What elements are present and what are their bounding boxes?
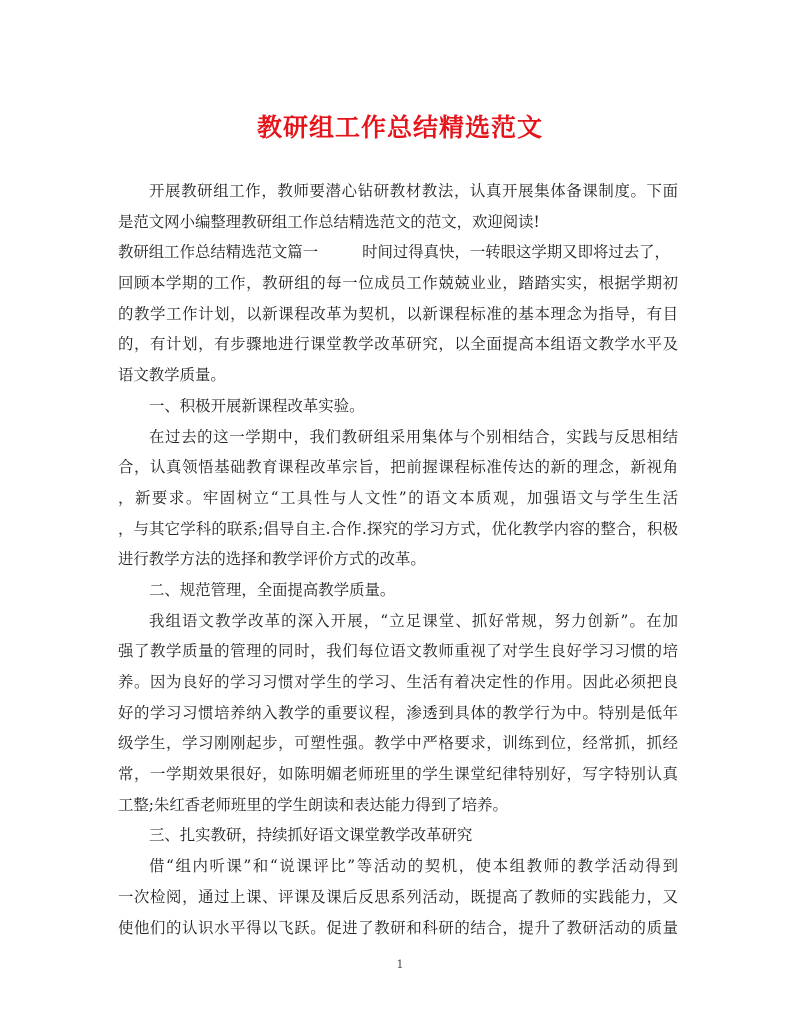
text-line: 开展教研组工作，教师要潜心钻研教材教法，认真开展集体备课制度。下面 [149,182,678,200]
document-title: 教研组工作总结精选范文 [256,113,543,142]
text-line: 工整;朱红香老师班里的学生朗读和表达能力得到了培养。 [118,795,508,814]
text-line: 好的学习习惯培养纳入教学的重要议程，渗透到具体的教学行为中。特别是低年 [118,703,678,722]
text-line: 养。因为良好的学习习惯对学生的学习、生活有着决定性的作用。因此必须把良 [118,673,678,691]
text-line: 使他们的认识水平得以飞跃。促进了教研和科研的结合，提升了教研活动的质量 [118,918,678,937]
text-line: 的教学工作计划，以新课程改革为契机，以新课程标准的基本理念为指导，有目 [118,304,678,323]
text-line: 的，有计划，有步骤地进行课堂教学改革研究，以全面提高本组语文教学水平及 [118,335,678,354]
text-line: 进行教学方法的选择和教学评价方式的改革。 [118,550,426,569]
text-line: 合，认真领悟基础教育课程改革宗旨，把前握课程标准传达的新的理念，新视角 [118,458,678,477]
text-line: 常，一学期效果很好，如陈明媚老师班里的学生课堂纪律特别好，写字特别认真 [118,765,678,784]
section-heading: 教研组工作总结精选范文篇一 [118,243,319,262]
text-line: ，与其它学科的联系;倡导自主.合作.探究的学习方式，优化教学内容的整合，积极 [118,519,678,538]
text-line: 借“组内听课”和“说课评比”等活动的契机，使本组教师的教学活动得到 [149,857,678,876]
page-number: 1 [396,958,404,971]
text-line: 级学生，学习刚刚起步，可塑性强。教学中严格要求，训练到位，经常抓，抓经 [118,734,678,753]
text-line: 是范文网小编整理教研组工作总结精选范文的范文，欢迎阅读! [118,212,540,231]
text-line: ，新要求。牢固树立“工具性与人文性”的语文本质观，加强语文与学生生活 [118,488,678,507]
text-line: 我组语文教学改革的深入开展，“立足课堂、抓好常规，努力创新”。在加 [149,611,678,630]
text-line: 强了教学质量的管理的同时，我们每位语文教师重视了对学生良好学习习惯的培 [118,642,678,661]
text-line: 一次检阅，通过上课、评课及课后反思系列活动，既提高了教师的实践能力，又 [118,887,678,906]
section-heading: 二、规范管理，全面提高教学质量。 [149,580,396,599]
text-line: 语文教学质量。 [118,366,226,385]
section-heading: 一、积极开展新课程改革实验。 [149,396,365,415]
text-line-with-heading [118,237,678,268]
text-fragment: 时间过得真快，一转眼这学期又即将过去了， [362,243,670,262]
document-body [118,176,678,943]
section-heading: 三、扎实教研，持续抓好语文课堂教学改革研究 [149,826,473,845]
text-line: 回顾本学期的工作，教研组的每一位成员工作兢兢业业，踏踏实实，根据学期初 [118,274,678,293]
text-line: 在过去的这一学期中，我们教研组采用集体与个别相结合，实践与反思相结 [149,427,678,446]
